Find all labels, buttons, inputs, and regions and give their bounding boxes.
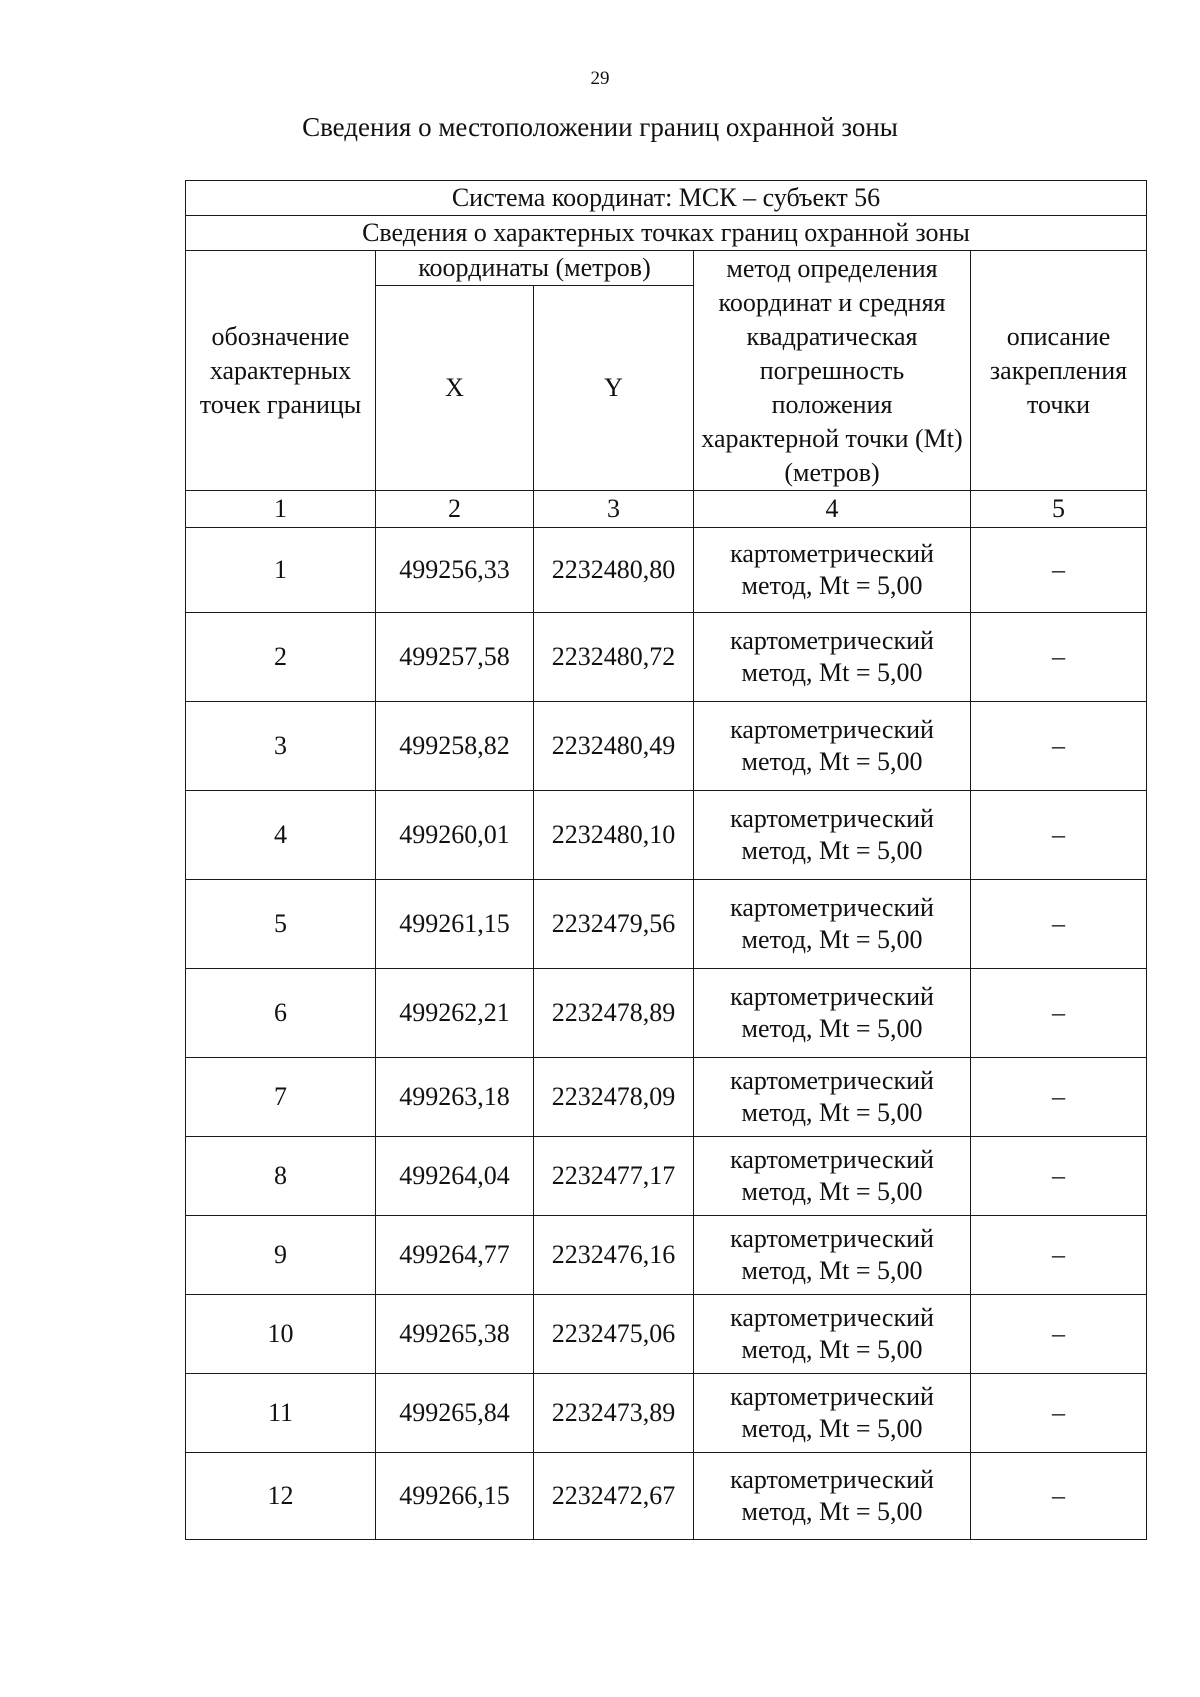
y-coordinate-cell: 2232478,09 [534,1058,694,1137]
header-designation-text: обозначение характерных точек границы [199,321,362,419]
column-numbers-row [186,491,1147,528]
page-number: 29 [590,68,610,89]
x-coordinate-cell: 499262,21 [376,969,534,1058]
column-number: 4 [694,491,971,528]
header-x: X [376,286,534,491]
header-method [694,251,971,491]
x-coordinate-cell: 499265,38 [376,1295,534,1374]
method-line-1: картометрический [730,1303,934,1332]
coordinate-system-cell: Система координат: МСК – субъект 56 [186,181,1147,216]
method-line-2: метод, Mt = 5,00 [741,1014,923,1043]
method-line-2: метод, Mt = 5,00 [741,1256,923,1285]
description-cell: – [971,1058,1147,1137]
x-coordinate-cell: 499261,15 [376,880,534,969]
method-line-1: картометрический [730,982,934,1011]
point-number-cell: 12 [186,1453,376,1540]
points-info-cell: Сведения о характерных точках границ охранной зоны [186,216,1147,251]
y-coordinate-cell: 2232479,56 [534,880,694,969]
document-title: Сведения о местоположении границ охранной зоны [302,112,898,142]
method-line-2: метод, Mt = 5,00 [741,747,923,776]
point-number-cell: 11 [186,1374,376,1453]
point-number-cell: 6 [186,969,376,1058]
boundary-points-table [185,180,1147,1540]
method-line-2: метод, Mt = 5,00 [741,1098,923,1127]
table-row [186,1374,1147,1453]
y-coordinate-cell: 2232478,89 [534,969,694,1058]
method-line-1: картометрический [730,626,934,655]
coordinate-system-row [186,181,1147,216]
y-coordinate-cell: 2232475,06 [534,1295,694,1374]
header-y: Y [534,286,694,491]
description-cell: – [971,1216,1147,1295]
point-number-cell: 2 [186,613,376,702]
column-number: 5 [971,491,1147,528]
table-row [186,880,1147,969]
table-row [186,1216,1147,1295]
description-cell: – [971,880,1147,969]
x-coordinate-cell: 499263,18 [376,1058,534,1137]
point-number-cell: 4 [186,791,376,880]
table-row [186,702,1147,791]
header-method-text: метод определения координат и средняя квадратическая погрешность положения характерной точки (Mt) (метров) [701,253,963,487]
method-line-2: метод, Mt = 5,00 [741,925,923,954]
method-cell [694,1058,971,1137]
method-line-2: метод, Mt = 5,00 [741,1335,923,1364]
method-line-1: картометрический [730,893,934,922]
header-description [971,251,1147,491]
column-number: 1 [186,491,376,528]
table-row [186,613,1147,702]
column-number: 3 [534,491,694,528]
description-cell: – [971,1453,1147,1540]
header-designation [186,251,376,491]
header-coordinates: координаты (метров) [376,251,694,286]
y-coordinate-cell: 2232473,89 [534,1374,694,1453]
method-line-2: метод, Mt = 5,00 [741,1497,923,1526]
table-row [186,1453,1147,1540]
method-cell [694,1216,971,1295]
method-cell [694,791,971,880]
method-line-1: картометрический [730,804,934,833]
point-number-cell: 3 [186,702,376,791]
point-number-cell: 10 [186,1295,376,1374]
method-line-2: метод, Mt = 5,00 [741,1414,923,1443]
y-coordinate-cell: 2232480,49 [534,702,694,791]
header-row [186,251,1147,286]
method-cell [694,702,971,791]
method-line-1: картометрический [730,1382,934,1411]
x-coordinate-cell: 499256,33 [376,528,534,613]
table-row [186,791,1147,880]
x-coordinate-cell: 499258,82 [376,702,534,791]
method-cell [694,880,971,969]
description-cell: – [971,1137,1147,1216]
table-row [186,1137,1147,1216]
description-cell: – [971,613,1147,702]
x-coordinate-cell: 499260,01 [376,791,534,880]
method-line-2: метод, Mt = 5,00 [741,658,923,687]
y-coordinate-cell: 2232480,80 [534,528,694,613]
point-number-cell: 8 [186,1137,376,1216]
method-cell [694,1295,971,1374]
method-cell [694,613,971,702]
y-coordinate-cell: 2232477,17 [534,1137,694,1216]
description-cell: – [971,969,1147,1058]
method-line-2: метод, Mt = 5,00 [741,1177,923,1206]
description-cell: – [971,1295,1147,1374]
table-row [186,969,1147,1058]
method-line-1: картометрический [730,715,934,744]
description-cell: – [971,702,1147,791]
y-coordinate-cell: 2232480,72 [534,613,694,702]
method-line-2: метод, Mt = 5,00 [741,571,923,600]
method-line-1: картометрический [730,1465,934,1494]
method-cell [694,528,971,613]
method-cell [694,1374,971,1453]
method-line-1: картометрический [730,1224,934,1253]
method-cell [694,1137,971,1216]
method-line-1: картометрический [730,1066,934,1095]
x-coordinate-cell: 499265,84 [376,1374,534,1453]
y-coordinate-cell: 2232472,67 [534,1453,694,1540]
point-number-cell: 5 [186,880,376,969]
header-description-text: описание закрепления точки [989,321,1128,419]
table-row [186,1295,1147,1374]
x-coordinate-cell: 499264,04 [376,1137,534,1216]
table-row [186,528,1147,613]
method-line-2: метод, Mt = 5,00 [741,836,923,865]
method-line-1: картометрический [730,1145,934,1174]
x-coordinate-cell: 499266,15 [376,1453,534,1540]
table-row [186,1058,1147,1137]
x-coordinate-cell: 499257,58 [376,613,534,702]
x-coordinate-cell: 499264,77 [376,1216,534,1295]
method-cell [694,969,971,1058]
point-number-cell: 1 [186,528,376,613]
points-info-row [186,216,1147,251]
description-cell: – [971,1374,1147,1453]
method-cell [694,1453,971,1540]
point-number-cell: 7 [186,1058,376,1137]
y-coordinate-cell: 2232480,10 [534,791,694,880]
method-line-1: картометрический [730,539,934,568]
y-coordinate-cell: 2232476,16 [534,1216,694,1295]
description-cell: – [971,528,1147,613]
column-number: 2 [376,491,534,528]
description-cell: – [971,791,1147,880]
point-number-cell: 9 [186,1216,376,1295]
